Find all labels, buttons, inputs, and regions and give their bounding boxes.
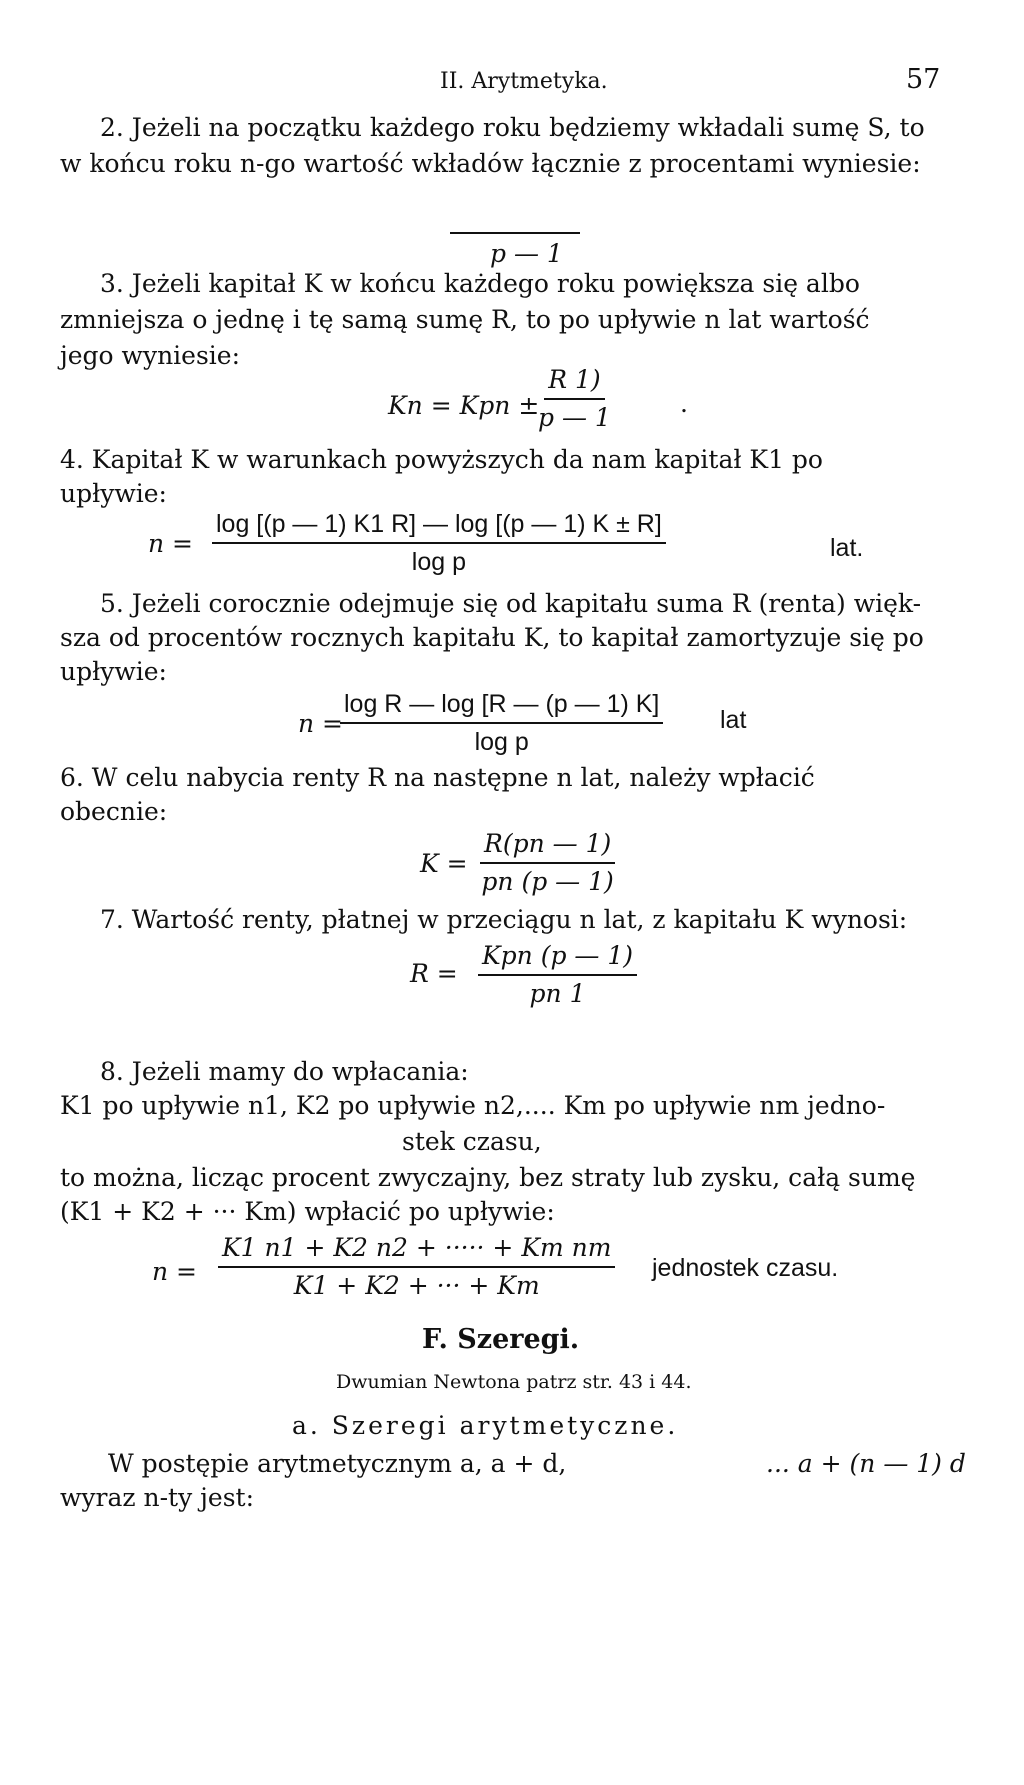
item-7-denominator: pn 1 [529,979,586,1008]
item-8-line-2: K1 po upływie n1, K2 po upływie n2,.... Km po upływie nm jedno- [60,1091,886,1120]
item-7-formula-fraction [478,940,637,1010]
item-8-formula-unit: jednostek czasu. [652,1254,839,1282]
item-5-denominator: log p [474,728,529,756]
item-2-line-1: 2. Jeżeli na początku każdego roku będziemy wkładali sumę S, to [100,113,925,142]
item-3-formula-fraction [538,364,611,434]
section-line-1-left: W postępie arytmetycznym a, a + d, [108,1449,567,1478]
item-5-line-2: sza od procentów rocznych kapitału K, to kapitał zamortyzuje się po [60,623,924,652]
item-6-formula-lhs: K = [420,849,468,878]
item-5-formula-fraction [340,688,663,758]
running-header: II. Arytmetyka. [440,69,608,94]
item-7-numerator: Kpn (p — 1) [478,940,637,976]
item-5-formula-unit: lat [720,706,747,734]
item-8-denominator: K1 + K2 + ··· + Km [293,1271,540,1300]
item-4-denominator: log p [411,548,467,576]
item-8-formula-lhs: n = [152,1257,197,1286]
section-line-1-right: ... a + (n — 1) d [766,1449,966,1478]
item-2-line-2: w końcu roku n-go wartość wkładów łącznie z procentami wyniesie: [60,149,921,178]
item-3-denominator: p — 1 [538,403,611,432]
item-4-line-2: upływie: [60,479,167,508]
page-number: 57 [906,64,941,95]
item-4-numerator: log [(p — 1) K1 R] — log [(p — 1) K ± R] [212,508,666,544]
item-3-formula-lhs: Kn = Kpn ± [388,391,540,420]
section-note: Dwumian Newtona patrz str. 43 i 44. [336,1371,692,1393]
item-5-numerator: log R — log [R — (p — 1) K] [340,688,663,724]
item-8-line-5: (K1 + K2 + ··· Km) wpłacić po upływie: [60,1197,555,1226]
item-3-line-1: 3. Jeżeli kapitał K w końcu każdego roku powiększa się albo [100,269,860,298]
item-8-line-1: 8. Jeżeli mamy do wpłacania: [100,1057,469,1086]
item-6-line-2: obecnie: [60,797,168,826]
item-3-numerator: R 1) [544,364,604,400]
item-6-denominator: pn (p — 1) [481,867,614,896]
item-8-formula-fraction [218,1232,615,1302]
item-2-formula-denominator: p — 1 [490,239,563,268]
item-7-line-1: 7. Wartość renty, płatnej w przeciągu n lat, z kapitału K wynosi: [100,905,908,934]
item-6-numerator: R(pn — 1) [480,828,615,864]
item-4-formula-fraction [212,508,666,578]
item-4-line-1: 4. Kapitał K w warunkach powyższych da nam kapitał K1 po [60,445,823,474]
section-line-2: wyraz n-ty jest: [60,1483,255,1512]
item-4-formula-unit: lat. [830,534,864,562]
item-3-line-3: jego wyniesie: [60,341,241,370]
subsection-title: a. Szeregi arytmetyczne. [292,1411,679,1440]
item-5-line-3: upływie: [60,657,167,686]
item-7-formula-lhs: R = [410,959,458,988]
item-5-line-1: 5. Jeżeli corocznie odejmuje się od kapitału suma R (renta) więk- [100,589,922,618]
item-8-line-3: stek czasu, [402,1127,542,1156]
item-2-formula-bar [450,232,580,234]
item-8-numerator: K1 n1 + K2 n2 + ····· + Km nm [218,1232,615,1268]
item-3-line-2: zmniejsza o jednę i tę samą sumę R, to po upływie n lat wartość [60,305,870,334]
item-4-formula-lhs: n = [148,529,193,558]
item-5-formula-lhs: n = [298,709,343,738]
item-6-line-1: 6. W celu nabycia renty R na następne n lat, należy wpłacić [60,763,815,792]
item-8-line-4: to można, licząc procent zwyczajny, bez straty lub zysku, całą sumę [60,1163,916,1192]
item-3-formula-tail: . [680,389,688,418]
item-6-formula-fraction [480,828,615,898]
section-title: F. Szeregi. [422,1324,580,1355]
